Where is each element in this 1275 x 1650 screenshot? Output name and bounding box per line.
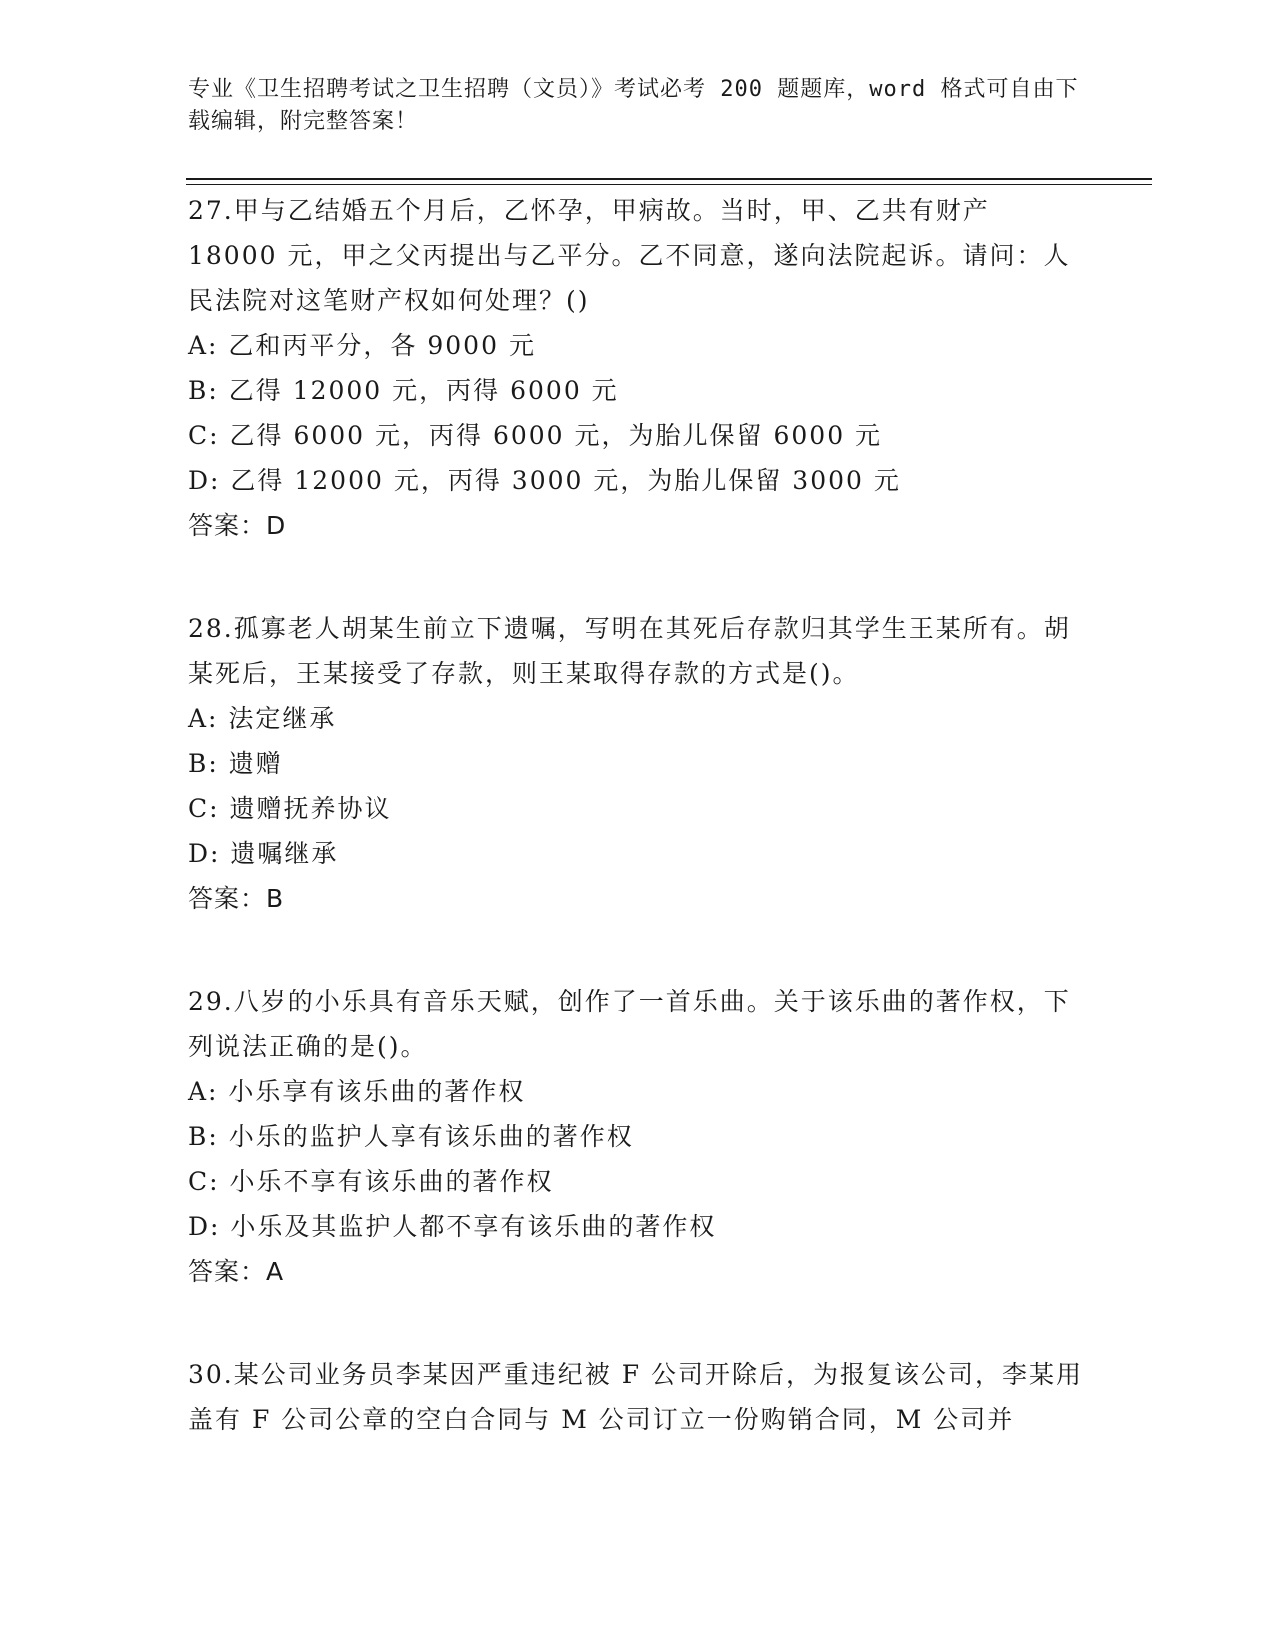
option-d: D: 遗嘱继承 [188,839,339,868]
answer: 答案：B [188,884,285,913]
question-27 [188,188,1088,548]
option-d: D: 小乐及其监护人都不享有该乐曲的著作权 [188,1212,717,1241]
answer: 答案：D [188,511,287,540]
option-c: C: 遗赠抚养协议 [188,794,392,823]
question-30 [188,1352,1088,1442]
header-divider-thick [186,178,1152,180]
option-a: A: 法定继承 [188,704,337,733]
option-c: C: 小乐不享有该乐曲的著作权 [188,1167,554,1196]
option-c: C: 乙得 6000 元，丙得 6000 元，为胎儿保留 6000 元 [188,421,883,450]
header-divider-thin [186,184,1152,185]
option-b: B: 乙得 12000 元，丙得 6000 元 [188,376,619,405]
header-intro: 专业《卫生招聘考试之卫生招聘（文员）》考试必考 200 题题库，word 格式可自由下载编辑，附完整答案！ [188,77,1079,134]
question-29 [188,979,1088,1294]
option-a: A: 乙和丙平分，各 9000 元 [188,331,536,360]
option-a: A: 小乐享有该乐曲的著作权 [188,1077,526,1106]
document-header [188,74,1088,138]
option-b: B: 小乐的监护人享有该乐曲的著作权 [188,1122,634,1151]
option-b: B: 遗赠 [188,749,283,778]
question-stem: 30.某公司业务员李某因严重违纪被 F 公司开除后，为报复该公司，李某用盖有 F 公司公章的空白合同与 M 公司订立一份购销合同，M 公司并 [188,1360,1084,1434]
question-stem: 28.孤寡老人胡某生前立下遗嘱，写明在其死后存款归其学生王某所有。胡某死后，王某接受了存款，则王某取得存款的方式是()。 [188,614,1071,688]
answer: 答案：A [188,1257,285,1286]
question-stem: 27.甲与乙结婚五个月后，乙怀孕，甲病故。当时，甲、乙共有财产 18000 元，甲之父丙提出与乙平分。乙不同意，遂向法院起诉。请问：人民法院对这笔财产权如何处理？() [188,196,1071,315]
question-28 [188,606,1088,921]
question-stem: 29.八岁的小乐具有音乐天赋，创作了一首乐曲。关于该乐曲的著作权，下列说法正确的是()。 [188,987,1071,1061]
question-list [188,188,1088,1500]
option-d: D: 乙得 12000 元，丙得 3000 元，为胎儿保留 3000 元 [188,466,901,495]
